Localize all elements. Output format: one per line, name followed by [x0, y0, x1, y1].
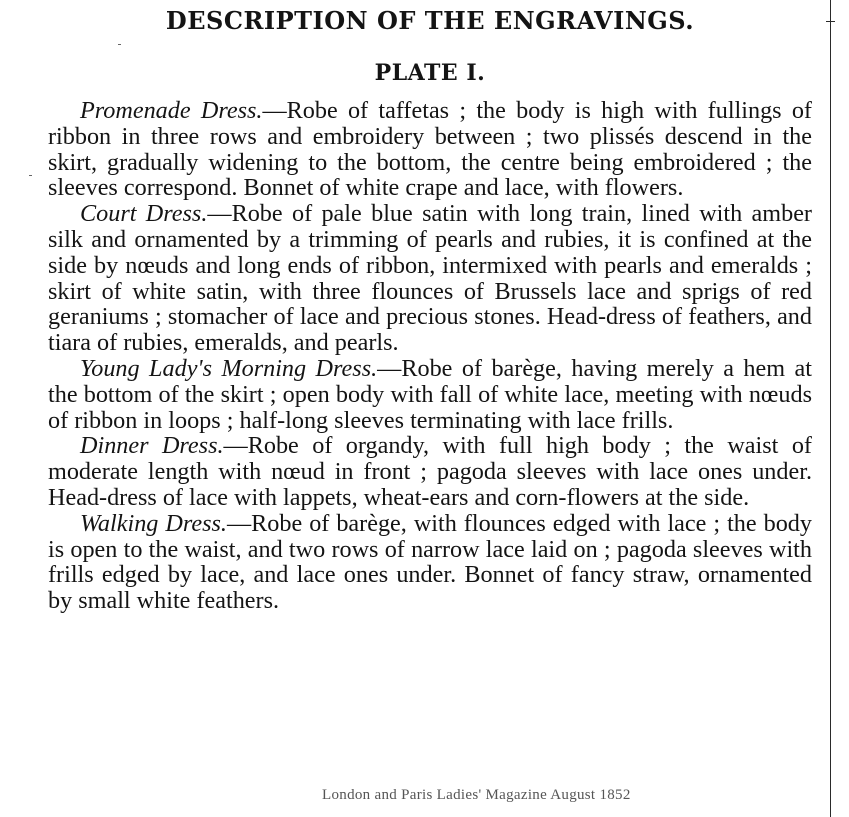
entry-text: —Robe of organdy, with full high body ; the waist of moderate length with nœud in front ; pagoda sleeves with lace ones under. Head-dress of lace with lappets, wheat-ears and corn-flowers at the side. [48, 432, 812, 511]
entry-text: —Robe of barège, with flounces edged with lace ; the body is open to the waist, and two rows of narrow lace laid on ; pagoda sleeves with frills edged by lace, and lace ones under. Bonnet of fancy straw, ornamented by small white feathers. [48, 509, 812, 615]
column-rule-tick [826, 21, 835, 22]
print-speck [118, 44, 121, 45]
entry-name: Court Dress. [80, 200, 208, 228]
source-caption: London and Paris Ladies' Magazine August 1852 [322, 787, 631, 803]
plate-heading: PLATE I. [374, 60, 486, 86]
entry-court-dress [48, 201, 812, 356]
entry-dinner-dress [48, 433, 812, 510]
entry-text: —Robe of barège, having merely a hem at the bottom of the skirt ; open body with fall of white lace, meeting with nœuds of ribbon in loops ; half-long sleeves terminating with lace frills. [48, 354, 812, 434]
page-title: DESCRIPTION OF THE ENGRAVINGS. [165, 6, 695, 35]
entry-text: —Robe of pale blue satin with long train, lined with amber silk and ornamented by a trimming of pearls and rubies, it is confined at the side by nœuds and long ends of ribbon, intermixed with pearls and emeralds ; skirt of white satin, with three flounces of Brussels lace and sprigs of red geraniums ; stomacher of lace and precious stones. Head-dress of feathers, and tiara of rubies, emeralds, and pearls. [48, 200, 812, 357]
entry-young-lady-morning-dress [48, 356, 812, 433]
entry-name: Young Lady's Morning Dress. [80, 354, 378, 382]
entry-walking-dress [48, 511, 812, 614]
entry-name: Promenade Dress. [80, 97, 263, 124]
entry-text: —Robe of taffetas ; the body is high with fullings of ribbon in three rows and embroidery between ; two plissés descend in the skirt, gradually widening to the bottom, the centre being embroidered ; the sleeves correspond. Bonnet of white crape and lace, with flowers. [48, 97, 812, 202]
column-rule [830, 0, 831, 817]
engravings-descriptions [48, 98, 812, 614]
entry-name: Walking Dress. [80, 509, 227, 537]
entry-name: Dinner Dress. [80, 432, 224, 460]
print-speck [29, 175, 32, 176]
entry-promenade-dress [48, 98, 812, 201]
